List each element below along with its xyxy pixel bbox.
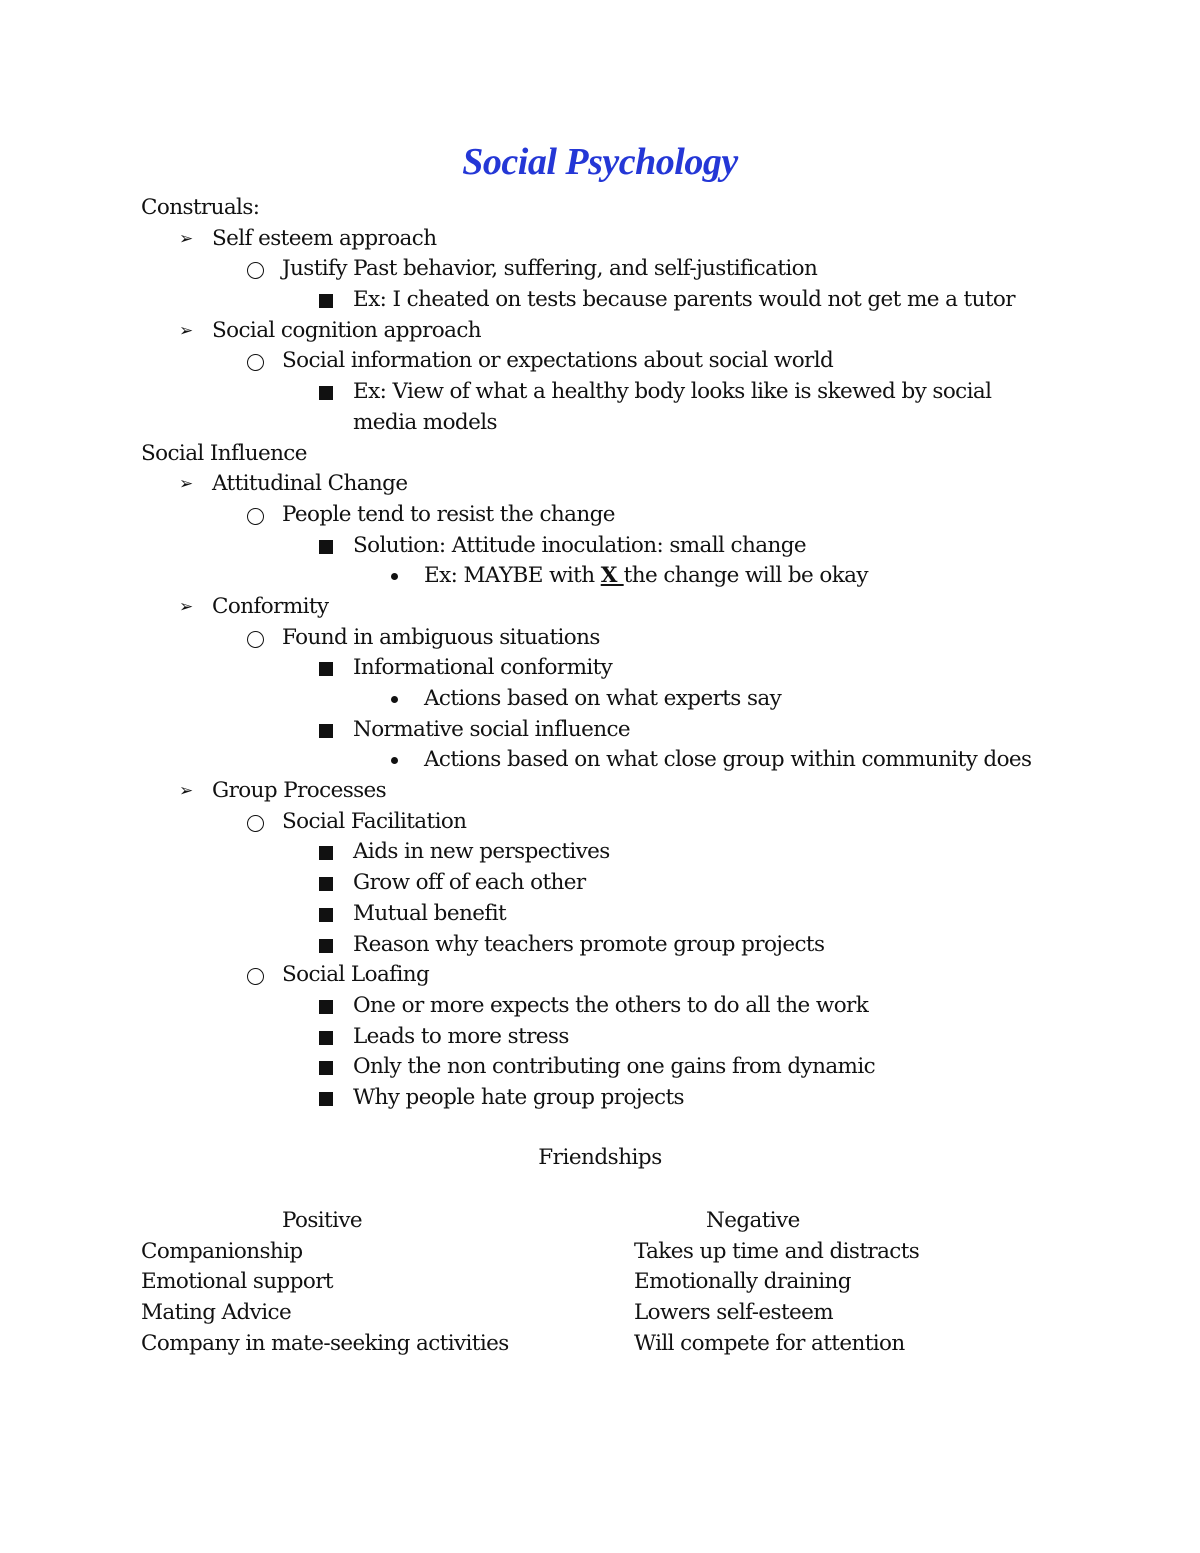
outline-item: Actions based on what close group within community does [141,745,1101,776]
outline-item: Informational conformity [141,653,1101,684]
outline-item: ➢ Social cognition approach [141,316,1101,347]
square-bullet-icon [319,939,333,953]
negative-item: Takes up time and distracts [634,1238,920,1264]
outline-item: Reason why teachers promote group projects [141,930,1101,961]
notes-outline [141,193,1101,1114]
square-bullet-icon [319,908,333,922]
outline-item: Only the non contributing one gains from dynamic [141,1052,1101,1083]
circle-bullet-icon [247,354,264,371]
outline-item: Social Loafing [141,960,1101,991]
square-bullet-icon [319,1031,333,1045]
square-bullet-icon [319,1061,333,1075]
outline-item: Justify Past behavior, suffering, and self-justification [141,254,1101,285]
arrow-bullet-icon: ➢ [179,228,193,249]
outline-item: ➢ Attitudinal Change [141,469,1101,500]
outline-heading: Social Influence [141,440,307,466]
outline-item: Why people hate group projects [141,1083,1101,1114]
outline-item: Mutual benefit [141,899,1101,930]
outline-item: Solution: Attitude inoculation: small change [141,531,1101,562]
positive-item: Mating Advice [141,1300,292,1326]
circle-bullet-icon [247,262,264,279]
square-bullet-icon [319,386,333,400]
arrow-bullet-icon: ➢ [179,781,193,802]
square-bullet-icon [319,662,333,676]
outline-item: One or more expects the others to do all the work [141,991,1101,1022]
arrow-bullet-icon: ➢ [179,474,193,495]
negative-item: Will compete for attention [634,1330,905,1356]
positive-column [141,1206,601,1359]
outline-item: Ex: MAYBE with X the change will be okay [141,561,1101,592]
outline-item: Actions based on what experts say [141,684,1101,715]
outline-item: Social information or expectations about social world [141,346,1101,377]
circle-bullet-icon [247,631,264,648]
outline-item: Aids in new perspectives [141,837,1101,868]
page-title: Social Psychology [462,141,738,183]
dot-bullet-icon [391,573,398,580]
dot-bullet-icon [391,757,398,764]
square-bullet-icon [319,724,333,738]
square-bullet-icon [319,540,333,554]
outline-item: Social Facilitation [141,807,1101,838]
circle-bullet-icon [247,508,264,525]
arrow-bullet-icon: ➢ [179,596,193,617]
outline-item: Grow off of each other [141,868,1101,899]
negative-column-header: Negative [706,1208,800,1233]
positive-item: Companionship [141,1238,303,1264]
outline-item: Found in ambiguous situations [141,623,1101,654]
outline-item: ➢ Group Processes [141,776,1101,807]
outline-item: People tend to resist the change [141,500,1101,531]
arrow-bullet-icon: ➢ [179,320,193,341]
negative-item: Emotionally draining [634,1269,851,1295]
positive-item: Emotional support [141,1269,333,1295]
positive-item: Company in mate-seeking activities [141,1330,509,1356]
negative-column [634,1206,1094,1359]
circle-bullet-icon [247,815,264,832]
square-bullet-icon [319,877,333,891]
positive-column-header: Positive [282,1208,363,1233]
dot-bullet-icon [391,696,398,703]
emphasized-x: X [600,563,624,589]
outline-item: ➢ Self esteem approach [141,224,1101,255]
outline-heading: Construals: [141,195,260,220]
circle-bullet-icon [247,968,264,985]
outline-item: Normative social influence [141,715,1101,746]
square-bullet-icon [319,1000,333,1014]
square-bullet-icon [319,1092,333,1106]
outline-item: ➢ Conformity [141,592,1101,623]
square-bullet-icon [319,846,333,860]
friendships-heading: Friendships [538,1145,662,1170]
outline-item: Ex: I cheated on tests because parents would not get me a tutor [141,285,1101,316]
negative-item: Lowers self-esteem [634,1300,834,1326]
square-bullet-icon [319,294,333,308]
outline-item: Ex: View of what a healthy body looks like is skewed by social media models [141,377,1053,438]
outline-item: Leads to more stress [141,1022,1101,1053]
